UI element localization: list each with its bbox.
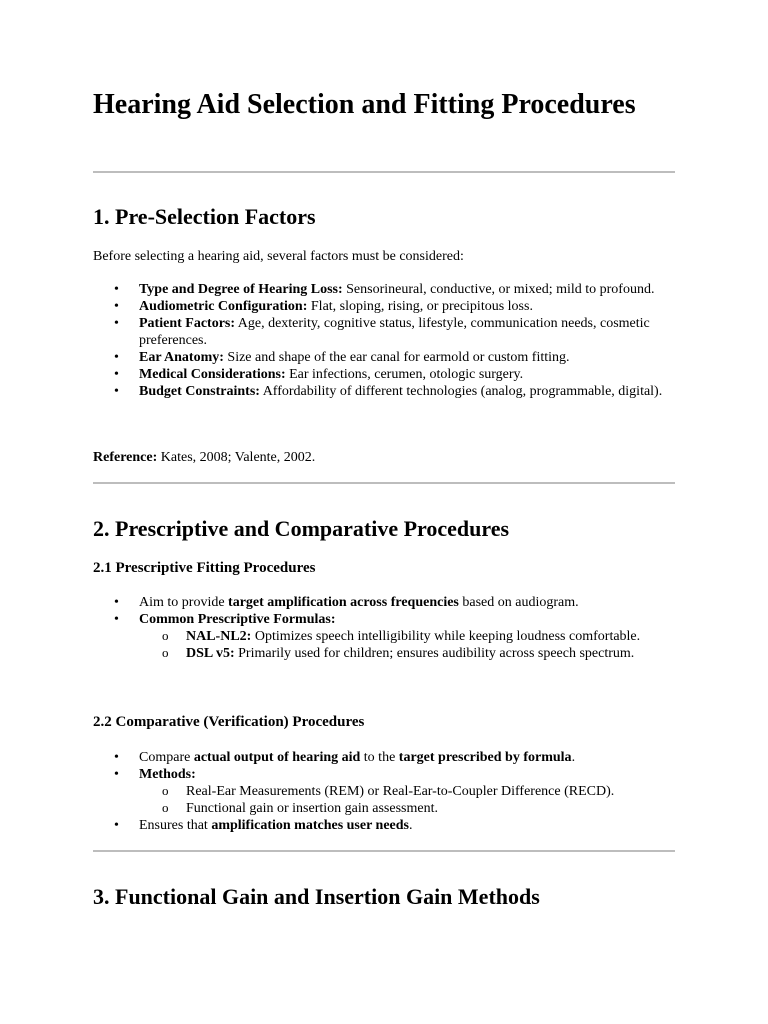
- list-item: • Medical Considerations: Ear infections, cerumen, otologic surgery.: [93, 366, 675, 383]
- divider: [93, 482, 675, 484]
- list-item: • Ear Anatomy: Size and shape of the ear canal for earmold or custom fitting.: [93, 349, 675, 366]
- list-item: • Type and Degree of Hearing Loss: Sensorineural, conductive, or mixed; mild to profound.: [93, 281, 675, 298]
- list-item: o Functional gain or insertion gain assessment.: [139, 800, 675, 817]
- list-item: • Common Prescriptive Formulas: o NAL-NL2: Optimizes speech intelligibility while keeping loudness comfortable. o DSL v5: Primarily used for children; ensures audibility across speech spectrum.: [93, 611, 675, 662]
- list-item: • Compare actual output of hearing aid to the target prescribed by formula.: [93, 749, 675, 766]
- page-title: Hearing Aid Selection and Fitting Procedures: [93, 89, 636, 120]
- list-item: • Patient Factors: Age, dexterity, cognitive status, lifestyle, communication needs, cosmetic preferences.: [93, 315, 675, 349]
- comparative-list: [93, 749, 675, 834]
- list-item: o DSL v5: Primarily used for children; ensures audibility across speech spectrum.: [139, 645, 675, 662]
- section-2-2-heading: 2.2 Comparative (Verification) Procedures: [93, 714, 365, 730]
- section-1-intro: Before selecting a hearing aid, several factors must be considered:: [93, 249, 464, 264]
- list-item: o NAL-NL2: Optimizes speech intelligibility while keeping loudness comfortable.: [139, 628, 675, 645]
- prescriptive-list: [93, 594, 675, 662]
- list-item: o Real-Ear Measurements (REM) or Real-Ear-to-Coupler Difference (RECD).: [139, 783, 675, 800]
- pre-selection-factors-list: [93, 281, 675, 400]
- list-item: • Audiometric Configuration: Flat, sloping, rising, or precipitous loss.: [93, 298, 675, 315]
- section-2-1-heading: 2.1 Prescriptive Fitting Procedures: [93, 560, 316, 576]
- section-1-reference: Reference: Kates, 2008; Valente, 2002.: [93, 450, 316, 465]
- formulas-list: [139, 628, 675, 662]
- section-1-heading: 1. Pre-Selection Factors: [93, 204, 316, 229]
- list-item: • Methods: o Real-Ear Measurements (REM) or Real-Ear-to-Coupler Difference (RECD). o Functional gain or insertion gain assessment.: [93, 766, 675, 817]
- list-item: • Aim to provide target amplification across frequencies based on audiogram.: [93, 594, 675, 611]
- divider: [93, 850, 675, 852]
- divider: [93, 171, 675, 173]
- methods-list: [139, 783, 675, 817]
- list-item: • Budget Constraints: Affordability of different technologies (analog, programmable, digital).: [93, 383, 675, 400]
- section-2-heading: 2. Prescriptive and Comparative Procedures: [93, 516, 510, 541]
- list-item: • Ensures that amplification matches user needs.: [93, 817, 675, 834]
- section-3-heading: 3. Functional Gain and Insertion Gain Methods: [93, 884, 540, 909]
